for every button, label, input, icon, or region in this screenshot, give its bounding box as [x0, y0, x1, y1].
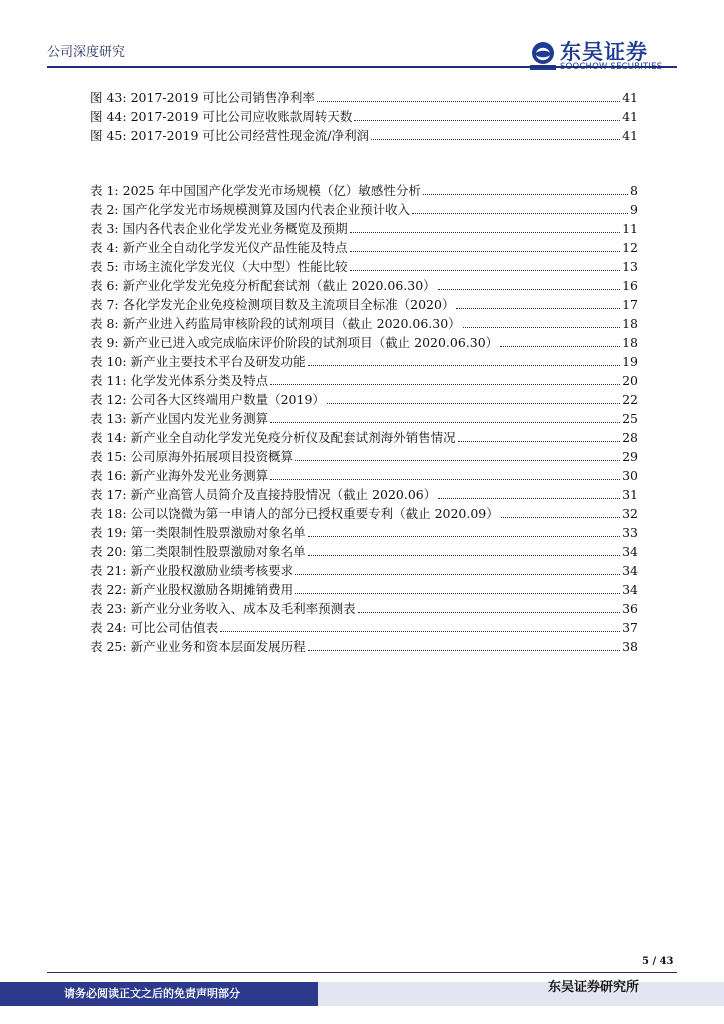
toc-table-item[interactable]	[90, 201, 638, 219]
toc-item-page: 18	[622, 335, 638, 350]
toc-leader-dots	[500, 334, 620, 347]
toc-leader-dots	[308, 524, 620, 537]
brand-name-cn: 东吴证券	[560, 40, 648, 64]
toc-item-title: 可比公司估值表	[130, 620, 219, 635]
toc-leader-dots	[327, 391, 620, 404]
toc-table-item[interactable]	[90, 543, 638, 561]
toc-table-item[interactable]	[90, 562, 638, 580]
toc-item-title: 新产业高管人员简介及直接持股情况（截止 2020.06）	[130, 487, 437, 502]
toc-table-item[interactable]	[90, 239, 638, 257]
toc-table-item[interactable]	[90, 505, 638, 523]
toc-leader-dots	[308, 638, 620, 651]
toc-item-number: 表 18:	[90, 506, 127, 521]
toc-leader-dots	[350, 239, 620, 252]
toc-item-page: 41	[622, 90, 638, 105]
toc-item-number: 表 16:	[90, 468, 127, 483]
toc-item-title: 公司原海外拓展项目投资概算	[130, 449, 294, 464]
toc-table-item[interactable]	[90, 334, 638, 352]
toc-table-item[interactable]	[90, 277, 638, 295]
toc-leader-dots	[295, 448, 620, 461]
toc-table-item[interactable]	[90, 372, 638, 390]
toc-item-title: 公司各大区终端用户数量（2019）	[130, 392, 325, 407]
toc-table-item[interactable]	[90, 182, 638, 200]
institute-name: 东吴证券研究所	[548, 980, 640, 995]
toc-item-number: 表 22:	[90, 582, 127, 597]
toc-item-title: 化学发光体系分类及特点	[130, 373, 269, 388]
page-indicator: 5 / 43	[642, 956, 674, 967]
toc-figure-item[interactable]	[90, 89, 638, 107]
toc-item-page: 41	[622, 109, 638, 124]
toc-leader-dots	[350, 220, 620, 233]
toc-item-page: 25	[622, 411, 638, 426]
toc-table-item[interactable]	[90, 296, 638, 314]
toc-item-title: 第一类限制性股票激励对象名单	[130, 525, 306, 540]
toc-item-number: 表 13:	[90, 411, 127, 426]
toc-leader-dots	[350, 258, 620, 271]
toc-item-title: 新产业股权激励业绩考核要求	[130, 563, 294, 578]
toc-item-title: 新产业全自动化学发光仪产品性能及特点	[122, 240, 348, 255]
disclaimer-notice: 请务必阅读正文之后的免责声明部分	[64, 987, 240, 1000]
toc-leader-dots	[371, 127, 620, 140]
toc-item-number: 表 21:	[90, 563, 127, 578]
toc-leader-dots	[270, 372, 620, 385]
toc-table-item[interactable]	[90, 429, 638, 447]
toc-item-number: 表 2:	[90, 202, 119, 217]
toc-item-title: 各化学发光企业免疫检测项目数及主流项目全标准（2020）	[122, 297, 455, 312]
toc-item-title: 新产业国内发光业务测算	[130, 411, 269, 426]
toc-item-number: 表 6:	[90, 278, 119, 293]
toc-item-number: 表 23:	[90, 601, 127, 616]
toc-item-number: 表 3:	[90, 221, 119, 236]
toc-table-item[interactable]	[90, 315, 638, 333]
toc-leader-dots	[308, 543, 620, 556]
header-divider	[47, 66, 677, 68]
toc-leader-dots	[270, 467, 620, 480]
toc-item-title: 新产业主要技术平台及研发功能	[130, 354, 306, 369]
toc-item-page: 34	[622, 582, 638, 597]
footer-divider	[47, 972, 677, 973]
toc-item-page: 11	[622, 221, 638, 236]
toc-item-number: 表 9:	[90, 335, 119, 350]
toc-item-title: 2017-2019 可比公司应收账款周转天数	[130, 109, 353, 124]
toc-item-number: 表 1:	[90, 183, 119, 198]
toc-table-item[interactable]	[90, 486, 638, 504]
toc-item-title: 新产业已进入或完成临床评价阶段的试剂项目（截止 2020.06.30）	[122, 335, 499, 350]
toc-leader-dots	[412, 201, 628, 214]
toc-item-title: 新产业海外发光业务测算	[130, 468, 269, 483]
toc-table-item[interactable]	[90, 258, 638, 276]
toc-item-title: 新产业业务和资本层面发展历程	[130, 639, 306, 654]
toc-item-page: 9	[630, 202, 638, 217]
toc-item-page: 8	[630, 183, 638, 198]
toc-item-page: 36	[622, 601, 638, 616]
toc-table-item[interactable]	[90, 581, 638, 599]
toc-item-page: 41	[622, 128, 638, 143]
toc-item-number: 表 10:	[90, 354, 127, 369]
footer-band-light	[318, 982, 724, 1006]
toc-leader-dots	[463, 315, 620, 328]
toc-leader-dots	[295, 581, 620, 594]
toc-item-page: 37	[622, 620, 638, 635]
toc-leader-dots	[456, 296, 620, 309]
toc-item-title: 国内各代表企业化学发光业务概览及预期	[122, 221, 348, 236]
toc-item-number: 表 7:	[90, 297, 119, 312]
toc-leader-dots	[220, 619, 620, 632]
toc-leader-dots	[295, 562, 620, 575]
toc-item-title: 2025 年中国国产化学发光市场规模（亿）敏感性分析	[122, 183, 421, 198]
toc-leader-dots	[501, 505, 620, 518]
toc-item-page: 31	[622, 487, 638, 502]
toc-item-page: 13	[622, 259, 638, 274]
toc-item-number: 表 8:	[90, 316, 119, 331]
brand-name-en: SOOCHOW SECURITIES	[560, 62, 663, 72]
toc-item-title: 公司以饶微为第一申请人的部分已授权重要专利（截止 2020.09）	[130, 506, 499, 521]
toc-item-page: 34	[622, 544, 638, 559]
toc-item-page: 32	[622, 506, 638, 521]
toc-item-title: 2017-2019 可比公司销售净利率	[130, 90, 315, 105]
toc-item-number: 图 43:	[90, 90, 127, 105]
toc-item-title: 新产业股权激励各期摊销费用	[130, 582, 294, 597]
toc-item-page: 33	[622, 525, 638, 540]
toc-item-page: 30	[622, 468, 638, 483]
toc-table-item[interactable]	[90, 220, 638, 238]
toc-item-number: 图 44:	[90, 109, 127, 124]
toc-leader-dots	[438, 486, 620, 499]
toc-item-page: 22	[622, 392, 638, 407]
report-type-label: 公司深度研究	[47, 45, 126, 60]
toc-item-number: 表 15:	[90, 449, 127, 464]
toc-leader-dots	[458, 429, 620, 442]
toc-table-item[interactable]	[90, 391, 638, 409]
toc-table-item[interactable]	[90, 524, 638, 542]
toc-item-title: 第二类限制性股票激励对象名单	[130, 544, 306, 559]
toc-item-number: 图 45:	[90, 128, 127, 143]
toc-item-title: 新产业分业务收入、成本及毛利率预测表	[130, 601, 356, 616]
toc-item-page: 12	[622, 240, 638, 255]
toc-item-number: 表 19:	[90, 525, 127, 540]
brand-logo	[528, 40, 678, 74]
toc-item-number: 表 14:	[90, 430, 127, 445]
toc-item-page: 34	[622, 563, 638, 578]
toc-item-page: 38	[622, 639, 638, 654]
toc-table-item[interactable]	[90, 448, 638, 466]
toc-item-page: 17	[622, 297, 638, 312]
toc-table-item[interactable]	[90, 353, 638, 371]
toc-item-page: 19	[622, 354, 638, 369]
toc-item-title: 新产业化学发光免疫分析配套试剂（截止 2020.06.30）	[122, 278, 436, 293]
toc-item-number: 表 25:	[90, 639, 127, 654]
toc-table-item[interactable]	[90, 600, 638, 618]
toc-leader-dots	[317, 89, 620, 102]
toc-figure-item[interactable]	[90, 127, 638, 145]
toc-item-number: 表 12:	[90, 392, 127, 407]
toc-leader-dots	[358, 600, 620, 613]
toc-item-title: 市场主流化学发光仪（大中型）性能比较	[122, 259, 348, 274]
toc-item-number: 表 5:	[90, 259, 119, 274]
toc-item-number: 表 24:	[90, 620, 127, 635]
toc-item-title: 国产化学发光市场规模测算及国内代表企业预计收入	[122, 202, 411, 217]
toc-item-number: 表 17:	[90, 487, 127, 502]
toc-item-page: 18	[622, 316, 638, 331]
toc-figure-item[interactable]	[90, 108, 638, 126]
toc-item-title: 新产业全自动化学发光免疫分析仪及配套试剂海外销售情况	[130, 430, 456, 445]
toc-item-title: 2017-2019 可比公司经营性现金流/净利润	[130, 128, 370, 143]
toc-item-number: 表 4:	[90, 240, 119, 255]
toc-item-page: 28	[622, 430, 638, 445]
toc-leader-dots	[270, 410, 620, 423]
toc-item-page: 20	[622, 373, 638, 388]
toc-table-item[interactable]	[90, 467, 638, 485]
toc-item-title: 新产业进入药监局审核阶段的试剂项目（截止 2020.06.30）	[122, 316, 461, 331]
toc-item-page: 29	[622, 449, 638, 464]
toc-table-item[interactable]	[90, 619, 638, 637]
toc-leader-dots	[423, 182, 628, 195]
toc-item-number: 表 20:	[90, 544, 127, 559]
toc-leader-dots	[354, 108, 620, 121]
toc-item-page: 16	[622, 278, 638, 293]
toc-table-item[interactable]	[90, 638, 638, 656]
toc-leader-dots	[308, 353, 620, 366]
toc-item-number: 表 11:	[90, 373, 127, 388]
toc-leader-dots	[438, 277, 620, 290]
toc-table-item[interactable]	[90, 410, 638, 428]
